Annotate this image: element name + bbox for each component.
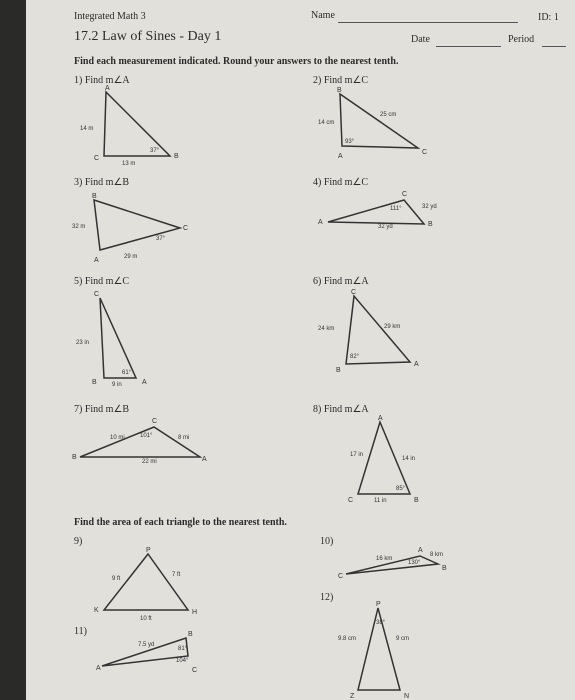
angle-label: 101° — [140, 433, 153, 439]
vertex-label: B — [442, 565, 447, 572]
vertex-label: B — [188, 631, 193, 638]
problem-8-prompt: 8) Find m∠A — [313, 404, 369, 415]
side-label: 14 in — [402, 456, 416, 462]
vertex-label: C — [183, 225, 189, 232]
angle-label: 130° — [408, 560, 421, 566]
side-label: 7.5 yd — [138, 642, 155, 648]
vertex-label: C — [192, 667, 198, 674]
vertex-label: A — [378, 415, 383, 422]
problem-9-number: 9) — [74, 536, 83, 547]
side-label: 32 yd — [378, 224, 393, 230]
angle-label: 82° — [350, 354, 360, 360]
side-label: 7 ft — [172, 572, 181, 578]
side-label: 25 cm — [380, 112, 397, 118]
vertex-label: K — [94, 607, 99, 614]
vertex-label: A — [105, 85, 110, 92]
worksheet-title: 17.2 Law of Sines - Day 1 — [74, 29, 222, 44]
side-label: 32 yd — [422, 204, 437, 210]
vertex-label: B — [72, 454, 77, 461]
id-label: ID: 1 — [538, 12, 559, 23]
vertex-label: Z — [350, 693, 355, 700]
angle-label: 85° — [396, 486, 406, 492]
side-label: 9 cm — [396, 636, 410, 642]
vertex-label: A — [318, 219, 323, 226]
side-label: 24 km — [318, 326, 335, 332]
vertex-label: B — [428, 221, 433, 228]
vertex-label: A — [142, 379, 147, 386]
vertex-label: C — [338, 573, 344, 580]
problem-2-triangle — [314, 84, 464, 164]
vertex-label: A — [418, 547, 423, 554]
problem-6-triangle — [316, 286, 456, 386]
worksheet — [26, 0, 575, 700]
vertex-label: P — [146, 547, 151, 554]
problem-3-prompt: 3) Find m∠B — [74, 177, 130, 188]
problem-12-triangle — [336, 596, 466, 700]
side-label: 32 m — [72, 224, 86, 230]
angle-label: 104° — [176, 658, 189, 664]
vertex-label: C — [402, 191, 408, 198]
problem-4-prompt: 4) Find m∠C — [313, 177, 369, 188]
period-label: Period — [508, 34, 535, 45]
angle-label: 37° — [150, 148, 160, 154]
vertex-label: C — [94, 291, 100, 298]
problem-10-triangle — [338, 544, 468, 584]
side-label: 9.8 cm — [338, 636, 357, 642]
vertex-label: B — [92, 379, 97, 386]
problem-12-number: 12) — [320, 592, 334, 603]
side-label: 29 km — [384, 324, 401, 330]
angle-label: 81° — [178, 646, 188, 652]
problem-11-triangle — [96, 628, 226, 678]
side-label: 22 mi — [142, 459, 157, 465]
vertex-label: C — [94, 155, 100, 162]
problem-7-prompt: 7) Find m∠B — [74, 404, 130, 415]
vertex-label: C — [351, 289, 357, 296]
vertex-label: A — [414, 361, 419, 368]
vertex-label: B — [92, 193, 97, 200]
side-label: 16 km — [376, 556, 393, 562]
vertex-label: B — [337, 87, 342, 94]
side-label: 17 in — [350, 452, 364, 458]
name-label: Name — [311, 10, 335, 21]
side-label: 14 m — [80, 126, 94, 132]
side-label: 8 mi — [178, 435, 190, 441]
vertex-label: H — [192, 609, 198, 616]
side-label: 8 km — [430, 552, 444, 558]
name-line — [338, 22, 518, 23]
side-label: 14 cm — [318, 120, 335, 126]
problem-6-prompt: 6) Find m∠A — [313, 276, 369, 287]
section1-instruction: Find each measurement indicated. Round your answers to the nearest tenth. — [74, 56, 399, 67]
vertex-label: A — [202, 456, 207, 463]
vertex-label: C — [152, 418, 158, 425]
problem-3-triangle — [70, 192, 200, 264]
vertex-label: B — [336, 367, 341, 374]
date-line — [436, 46, 501, 47]
problem-5-triangle — [70, 290, 190, 390]
side-label: 29 m — [124, 254, 138, 260]
side-label: 9 in — [112, 382, 122, 388]
angle-label: 37° — [156, 236, 166, 242]
side-label: 10 mi — [110, 435, 125, 441]
angle-label: 111° — [390, 206, 402, 212]
vertex-label: B — [174, 153, 179, 160]
problem-11-number: 11) — [74, 626, 87, 637]
vertex-label: C — [422, 149, 428, 156]
vertex-label: A — [96, 665, 101, 672]
section2-instruction: Find the area of each triangle to the nearest tenth. — [74, 517, 287, 528]
period-line — [542, 46, 566, 47]
course-name: Integrated Math 3 — [74, 11, 146, 22]
side-label: 10 ft — [140, 616, 152, 622]
vertex-label: N — [404, 693, 410, 700]
vertex-label: A — [94, 257, 99, 264]
problem-4-triangle — [316, 182, 476, 232]
side-label: 11 in — [374, 498, 387, 504]
angle-label: 61° — [122, 370, 132, 376]
problem-9-triangle — [86, 546, 216, 626]
problem-10-number: 10) — [320, 536, 334, 547]
angle-label: 38° — [376, 620, 386, 626]
problem-7-triangle — [70, 415, 210, 465]
problem-5-prompt: 5) Find m∠C — [74, 276, 130, 287]
vertex-label: A — [338, 153, 343, 160]
problem-1-triangle — [70, 86, 190, 166]
problem-1-prompt: 1) Find m∠A — [74, 75, 130, 86]
side-label: 13 m — [122, 161, 136, 167]
date-label: Date — [411, 34, 430, 45]
problem-2-prompt: 2) Find m∠C — [313, 75, 369, 86]
angle-label: 93° — [345, 139, 355, 145]
vertex-label: C — [348, 497, 354, 504]
side-label: 9 ft — [112, 576, 121, 582]
side-label: 23 in — [76, 340, 90, 346]
vertex-label: P — [376, 601, 381, 608]
vertex-label: B — [414, 497, 419, 504]
problem-8-triangle — [316, 412, 446, 512]
